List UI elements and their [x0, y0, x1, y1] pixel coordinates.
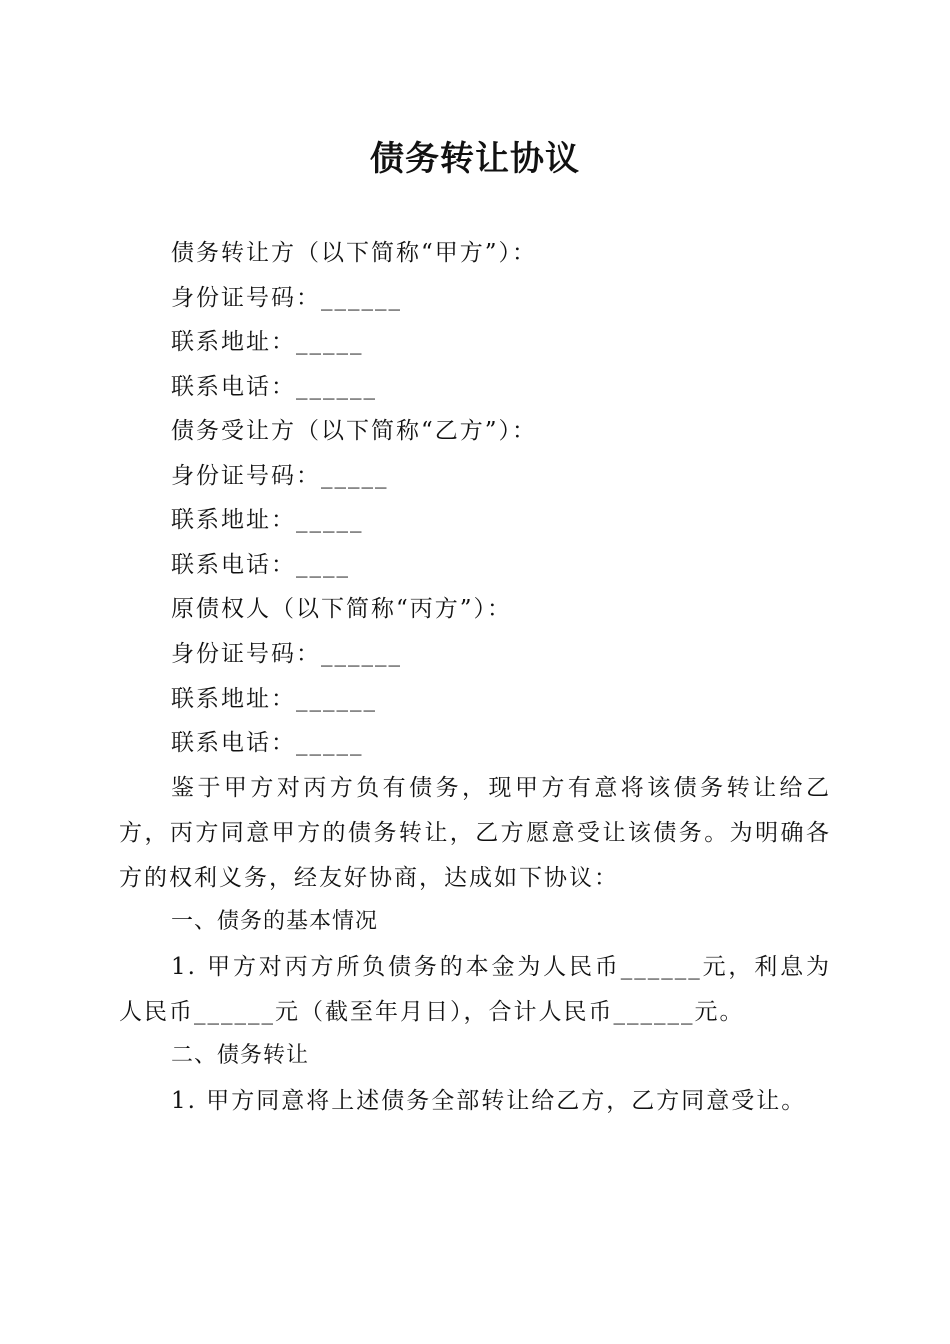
section-2-heading: 二、债务转让 — [171, 1043, 310, 1068]
section-1-clause-1: 1. 甲方对丙方所负债务的本金为人民币______元，利息为人民币______元（截至年月日），合计人民币______元。 — [119, 954, 831, 1025]
party-c-address: 联系地址：______ — [171, 686, 377, 712]
party-a-header: 债务转让方（以下简称“甲方”）： — [171, 240, 538, 266]
party-c-id-number: 身份证号码：______ — [171, 641, 402, 667]
party-b-phone: 联系电话：____ — [171, 552, 350, 578]
party-b-header: 债务受让方（以下简称“乙方”）： — [171, 418, 538, 444]
party-a-id-number: 身份证号码：______ — [171, 285, 402, 311]
section-1-heading: 一、债务的基本情况 — [171, 909, 379, 934]
party-a-phone: 联系电话：______ — [171, 374, 377, 400]
document-title: 债务转让协议 — [370, 139, 580, 179]
party-c-phone: 联系电话：_____ — [171, 730, 364, 756]
party-b-address: 联系地址：_____ — [171, 507, 364, 533]
party-c-header: 原债权人（以下简称“丙方”）： — [171, 596, 513, 622]
party-a-address: 联系地址：_____ — [171, 329, 364, 355]
party-b-id-number: 身份证号码：_____ — [171, 463, 389, 489]
section-2-clause-1: 1. 甲方同意将上述债务全部转让给乙方，乙方同意受让。 — [171, 1088, 807, 1114]
preamble-paragraph: 鉴于甲方对丙方负有债务，现甲方有意将该债务转让给乙方，丙方同意甲方的债务转让，乙方愿意受让该债务。为明确各方的权利义务，经友好协商，达成如下协议： — [119, 775, 831, 891]
